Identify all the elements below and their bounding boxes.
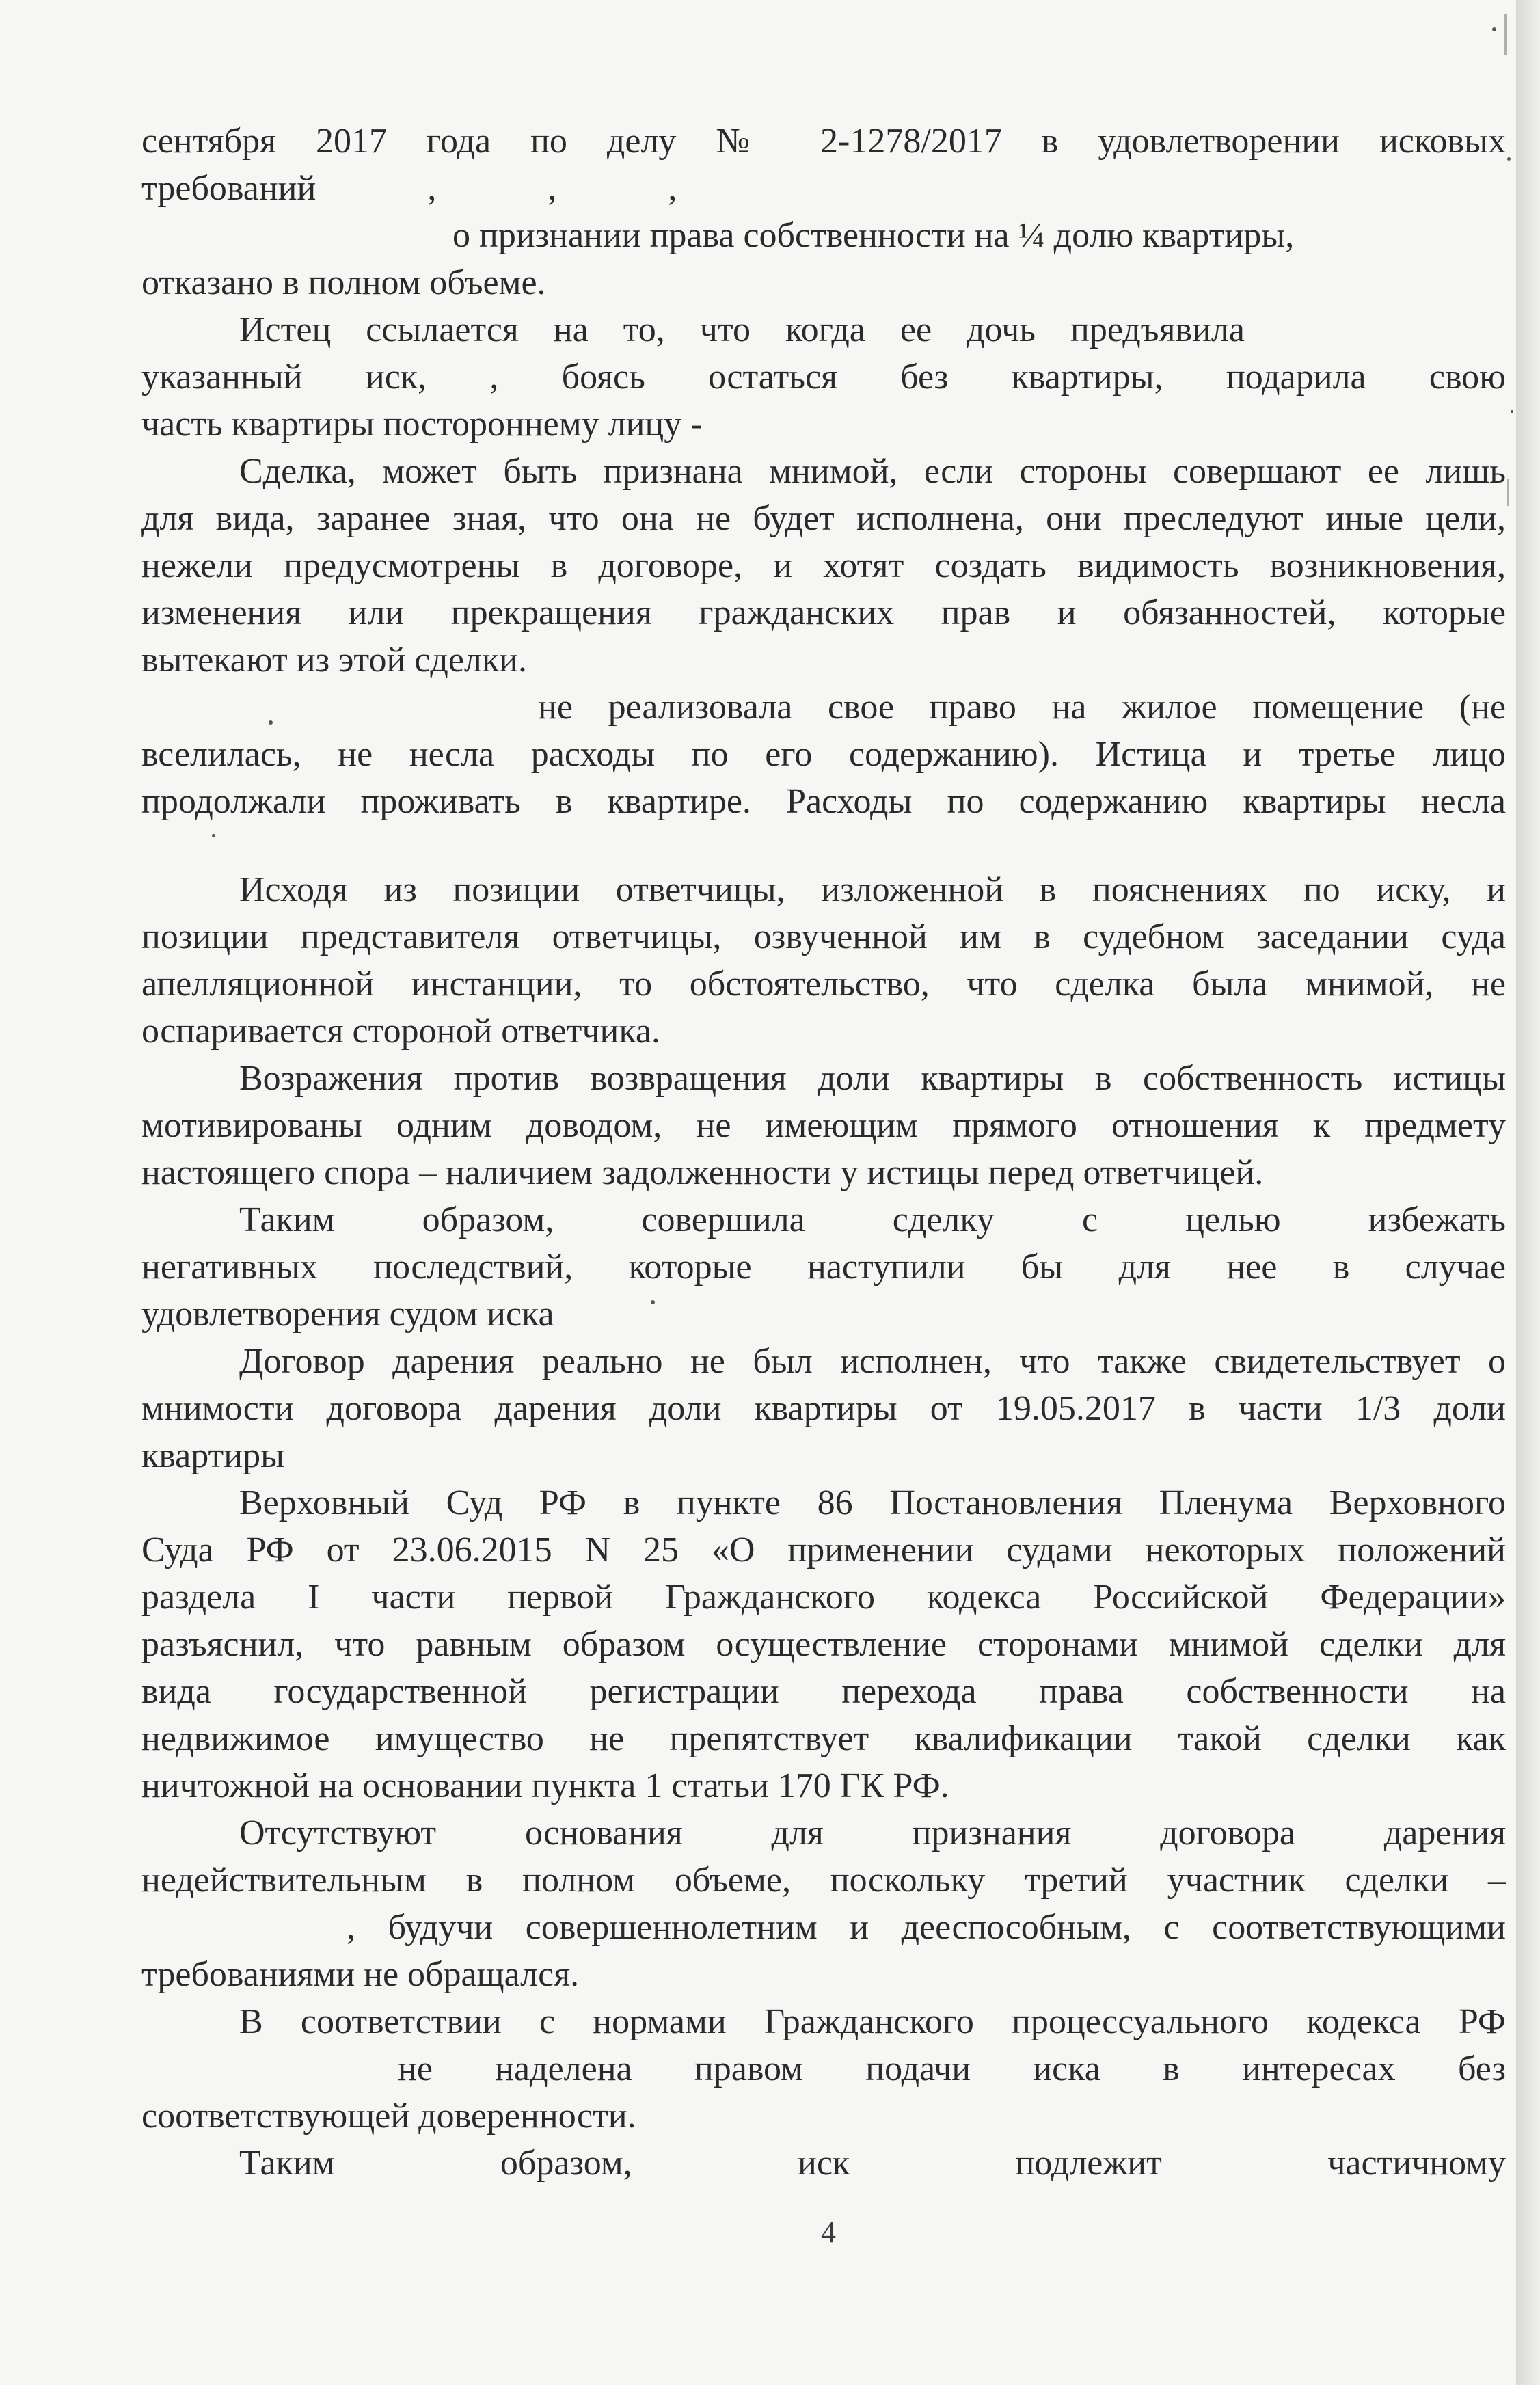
text-line: сентября 2017 года по делу № 2-1278/2017 в удовлетворении исковых — [141, 122, 1506, 161]
scan-margin-mark — [1504, 14, 1507, 55]
scan-edge — [1516, 0, 1540, 2385]
text-line: раздела I части первой Гражданского кодекса Российской Федерации» — [141, 1578, 1506, 1617]
text-line: вида государственной регистрации перехода права собственности на — [141, 1672, 1506, 1711]
text-line: Таким образом, совершила сделку с целью избежать — [239, 1200, 1506, 1239]
scan-speck — [1511, 410, 1513, 413]
text-line: Таким образом, иск подлежит частичному — [239, 2144, 1506, 2183]
text-line: не наделена правом подачи иска в интересах без — [398, 2049, 1506, 2088]
text-line: Сделка, может быть признана мнимой, если стороны совершают ее лишь — [239, 452, 1506, 491]
document-body — [141, 118, 1506, 2187]
text-line: недвижимое имущество не препятствует квалификации такой сделки как — [141, 1719, 1506, 1758]
text-line: удовлетворения судом иска — [141, 1295, 554, 1334]
text-line: вселилась, не несла расходы по его содержанию). Истица и третье лицо — [141, 735, 1506, 774]
text-line: не реализовала свое право на жилое помещение (не — [538, 688, 1506, 727]
text-line: отказано в полном объеме. — [141, 263, 546, 302]
text-line: квартиры — [141, 1436, 285, 1475]
text-line: апелляционной инстанции, то обстоятельство, что сделка была мнимой, не — [141, 965, 1506, 1003]
scan-margin-mark — [1507, 479, 1509, 506]
text-line: негативных последствий, которые наступили бы для нее в случае — [141, 1248, 1506, 1286]
text-line: разъяснил, что равным образом осуществление сторонами мнимой сделки для — [141, 1625, 1506, 1664]
text-line: Суда РФ от 23.06.2015 N 25 «О применении судами некоторых положений — [141, 1531, 1506, 1569]
text-line: недействительным в полном объеме, поскольку третий участник сделки – — [141, 1861, 1506, 1900]
text-line: изменения или прекращения гражданских прав и обязанностей, которые — [141, 593, 1506, 632]
text-line: позиции представителя ответчицы, озвученной им в судебном заседании суда — [141, 917, 1506, 956]
text-line: Исходя из позиции ответчицы, изложенной в пояснениях по иску, и — [239, 870, 1506, 909]
text-line: оспаривается стороной ответчика. — [141, 1012, 660, 1051]
page-number: 4 — [821, 2215, 836, 2249]
text-line: мнимости договора дарения доли квартиры от 19.05.2017 в части 1/3 доли — [141, 1389, 1506, 1428]
scan-speck — [212, 834, 215, 837]
text-line: указанный иск, , боясь остаться без квартиры, подарила свою — [141, 358, 1506, 396]
text-line: Договор дарения реально не был исполнен, что также свидетельствует о — [239, 1342, 1506, 1381]
text-line: ничтожной на основании пункта 1 статьи 170 ГК РФ. — [141, 1766, 949, 1805]
text-line: В соответствии с нормами Гражданского процессуального кодекса РФ — [239, 2002, 1506, 2041]
scan-speck — [1507, 157, 1511, 161]
text-line: настоящего спора – наличием задолженности у истицы перед ответчицей. — [141, 1153, 1264, 1192]
text-line: часть квартиры постороннему лицу - — [141, 405, 703, 444]
text-line: , будучи совершеннолетним и дееспособным, с соответствующими — [347, 1908, 1506, 1947]
text-line: требованиями не обращался. — [141, 1955, 580, 1994]
text-line: Отсутствуют основания для признания договора дарения — [239, 1814, 1506, 1852]
text-line: для вида, заранее зная, что она не будет исполнена, они преследуют иные цели, — [141, 499, 1506, 538]
text-line: продолжали проживать в квартире. Расходы по содержанию квартиры несла — [141, 782, 1506, 821]
text-line: требований , , , — [141, 169, 677, 208]
text-line: соответствующей доверенности. — [141, 2097, 636, 2135]
scan-speck — [269, 720, 273, 725]
text-line: Истец ссылается на то, что когда ее дочь предъявила — [239, 310, 1245, 349]
text-line: Возражения против возвращения доли квартиры в собственность истицы — [239, 1059, 1506, 1098]
text-line: Верховный Суд РФ в пункте 86 Постановления Пленума Верховного — [239, 1483, 1506, 1522]
text-line: о признании права собственности на ¼ долю квартиры, — [452, 216, 1295, 255]
text-line: мотивированы одним доводом, не имеющим прямого отношения к предмету — [141, 1106, 1506, 1145]
scan-speck — [1492, 27, 1496, 31]
scan-speck — [651, 1300, 655, 1304]
text-line: нежели предусмотрены в договоре, и хотят создать видимость возникновения, — [141, 546, 1506, 585]
text-line: вытекают из этой сделки. — [141, 641, 527, 679]
